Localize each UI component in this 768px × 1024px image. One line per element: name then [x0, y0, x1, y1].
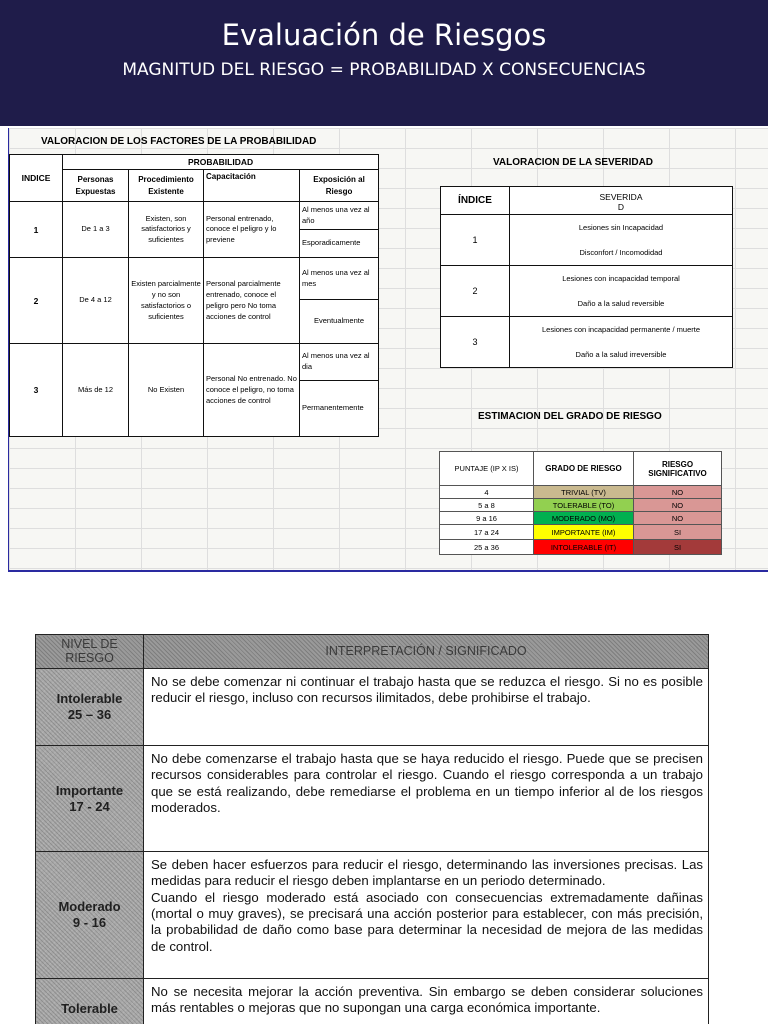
interp-row-2-range: 17 - 24: [69, 798, 110, 814]
prob-row-1-people: De 1 a 3: [63, 202, 129, 258]
est-col-significant: RIESGO SIGNIFICATIVO: [634, 452, 722, 486]
probability-table: [9, 154, 379, 437]
prob-col-people: Personas Expuestas: [63, 170, 129, 202]
sev-row-3-desc-b: Daño a la salud irreversible: [575, 350, 667, 359]
sev-col-severity-line1: SEVERIDA: [599, 191, 643, 202]
est-row-1-score: 4: [440, 486, 534, 499]
interpretation-table: [35, 634, 709, 1024]
prob-row-3-exposure-b: Permanentemente: [300, 381, 379, 437]
interp-row-3-level-name: Moderado: [58, 899, 121, 915]
sev-row-3-desc: [510, 317, 733, 368]
est-row-2-score: 5 a 8: [440, 499, 534, 512]
interp-col-level: [36, 635, 144, 669]
prob-col-index: INDICE: [10, 155, 63, 202]
page-subtitle: MAGNITUD DEL RIESGO = PROBABILIDAD X CONSECUENCIAS: [122, 60, 646, 80]
sev-col-severity: [510, 187, 733, 215]
prob-row-1-training: Personal entrenado, conoce el peligro y lo previene: [204, 202, 300, 258]
interp-col-level-line1: NIVEL DE: [61, 636, 118, 651]
probability-table-title: VALORACION DE LOS FACTORES DE LA PROBABILIDAD: [41, 136, 317, 147]
prob-col-training: Capacitación: [204, 170, 300, 202]
est-row-4-score: 17 a 24: [440, 525, 534, 540]
prob-col-exposure: Exposición al Riesgo: [300, 170, 379, 202]
prob-row-3-people: Más de 12: [63, 344, 129, 437]
interp-row-1-range: 25 – 36: [67, 707, 112, 722]
interp-row-4-level-name: Tolerable: [61, 1000, 118, 1016]
interp-col-meaning-label: INTERPRETACIÓN / SIGNIFICADO: [325, 643, 527, 658]
sev-row-3-index: 3: [441, 317, 510, 368]
prob-row-3-index: 3: [10, 344, 63, 437]
interp-row-4-level: [36, 979, 144, 1024]
estimation-table: [439, 451, 722, 555]
est-row-4-significant: SI: [634, 525, 722, 540]
prob-col-procedure: Procedimiento Existente: [129, 170, 204, 202]
est-row-3-significant: NO: [634, 512, 722, 525]
slide-header: [0, 0, 768, 126]
sev-row-2-desc: [510, 266, 733, 317]
prob-row-1-exposure-b: Esporadicamente: [300, 230, 379, 258]
sev-col-index: ÍNDICE: [441, 187, 510, 215]
interp-row-3-level: [36, 852, 144, 979]
interp-row-1-level: [36, 669, 144, 746]
prob-row-2-exposure-b: Eventualmente: [300, 300, 379, 344]
prob-row-2-people: De 4 a 12: [63, 258, 129, 344]
prob-row-2-training: Personal parcialmente entrenado, conoce el peligro pero No toma acciones de control: [204, 258, 300, 344]
prob-row-2-procedure: Existen parcialmente y no son satisfactorios o suficientes: [129, 258, 204, 344]
est-row-5-significant: SI: [634, 540, 722, 555]
estimation-table-title: ESTIMACION DEL GRADO DE RIESGO: [478, 411, 662, 422]
interp-row-2-level-name: Importante: [55, 782, 124, 798]
prob-row-2-exposure-a: Al menos una vez al mes: [300, 258, 379, 300]
est-row-5-grade: INTOLERABLE (IT): [534, 540, 634, 555]
page-title: Evaluación de Riesgos: [221, 18, 547, 52]
sev-row-2-index: 2: [441, 266, 510, 317]
prob-row-3-procedure: No Existen: [129, 344, 204, 437]
est-row-3-grade: MODERADO (MO): [534, 512, 634, 525]
sev-row-1-index: 1: [441, 215, 510, 266]
sev-row-1-desc: [510, 215, 733, 266]
interp-row-1-level-name: Intolerable: [56, 691, 123, 707]
interp-row-3-text: [144, 852, 709, 979]
prob-row-3-exposure-a: Al menos una vez al dia: [300, 344, 379, 381]
sev-row-1-desc-a: Lesiones sin Incapacidad: [578, 223, 664, 232]
sev-row-2-desc-a: Lesiones con incapacidad temporal: [562, 274, 680, 283]
est-row-2-significant: NO: [634, 499, 722, 512]
est-row-1-significant: NO: [634, 486, 722, 499]
interp-row-3-range: 9 - 16: [72, 915, 107, 930]
est-row-3-score: 9 a 16: [440, 512, 534, 525]
interp-row-2-level: [36, 746, 144, 852]
prob-row-1-exposure-a: Al menos una vez al año: [300, 202, 379, 230]
interp-row-4-text: No se necesita mejorar la acción preventiva. Sin embargo se deben considerar soluciones más rentables o mejoras que no supongan una carga económica importante.: [144, 979, 709, 1024]
est-col-grade: GRADO DE RIESGO: [534, 452, 634, 486]
prob-group-header: PROBABILIDAD: [63, 155, 379, 170]
est-row-4-grade: IMPORTANTE (IM): [534, 525, 634, 540]
est-row-1-grade: TRIVIAL (TV): [534, 486, 634, 499]
sev-row-1-desc-b: Disconfort / Incomodidad: [579, 248, 663, 257]
sev-row-2-desc-b: Daño a la salud reversible: [577, 299, 665, 308]
interp-col-meaning: [144, 635, 709, 669]
interp-row-2-text: No debe comenzarse el trabajo hasta que se haya reducido el riesgo. Puede que se precisen recursos considerables para controlar el riesgo. Cuando el riesgo corresponda a un trabajo que se está realizando, debe remediarse el problema en un tiempo inferior al de los riesgos moderados.: [144, 746, 709, 852]
prob-row-2-index: 2: [10, 258, 63, 344]
severity-table-title: VALORACION DE LA SEVERIDAD: [493, 157, 654, 168]
prob-row-1-procedure: Existen, son satisfactorios y suficientes: [129, 202, 204, 258]
severity-table: [440, 186, 733, 368]
est-row-5-score: 25 a 36: [440, 540, 534, 555]
est-col-score: PUNTAJE (IP X IS): [440, 452, 534, 486]
interp-row-3-text-p2: Cuando el riesgo moderado está asociado con consecuencias extremadamente dañinas (mortal o muy graves), se precisará una acción posterior para establecer, con más precisión, la probabilidad de daño como base para determinar la necesidad de mejora de las medidas de control.: [151, 889, 703, 954]
interp-row-1-text: No se debe comenzar ni continuar el trabajo hasta que se reduzca el riesgo. Si no es posible reducir el riesgo, incluso con recursos ilimitados, debe prohibirse el trabajo.: [144, 669, 709, 746]
prob-row-1-index: 1: [10, 202, 63, 258]
prob-row-3-training: Personal No entrenado. No conoce el peligro, no toma acciones de control: [204, 344, 300, 437]
interp-col-level-line2: RIESGO: [65, 650, 114, 665]
sev-row-3-desc-a: Lesiones con incapacidad permanente / muerte: [541, 325, 701, 334]
sev-col-severity-line2: D: [617, 201, 625, 212]
interp-row-3-text-p1: Se deben hacer esfuerzos para reducir el riesgo, determinando las inversiones precisas. Las medidas para reducir el riesgo deben implantarse en un periodo determinado.: [151, 857, 703, 889]
est-row-2-grade: TOLERABLE (TO): [534, 499, 634, 512]
spreadsheet-area: [8, 128, 768, 572]
